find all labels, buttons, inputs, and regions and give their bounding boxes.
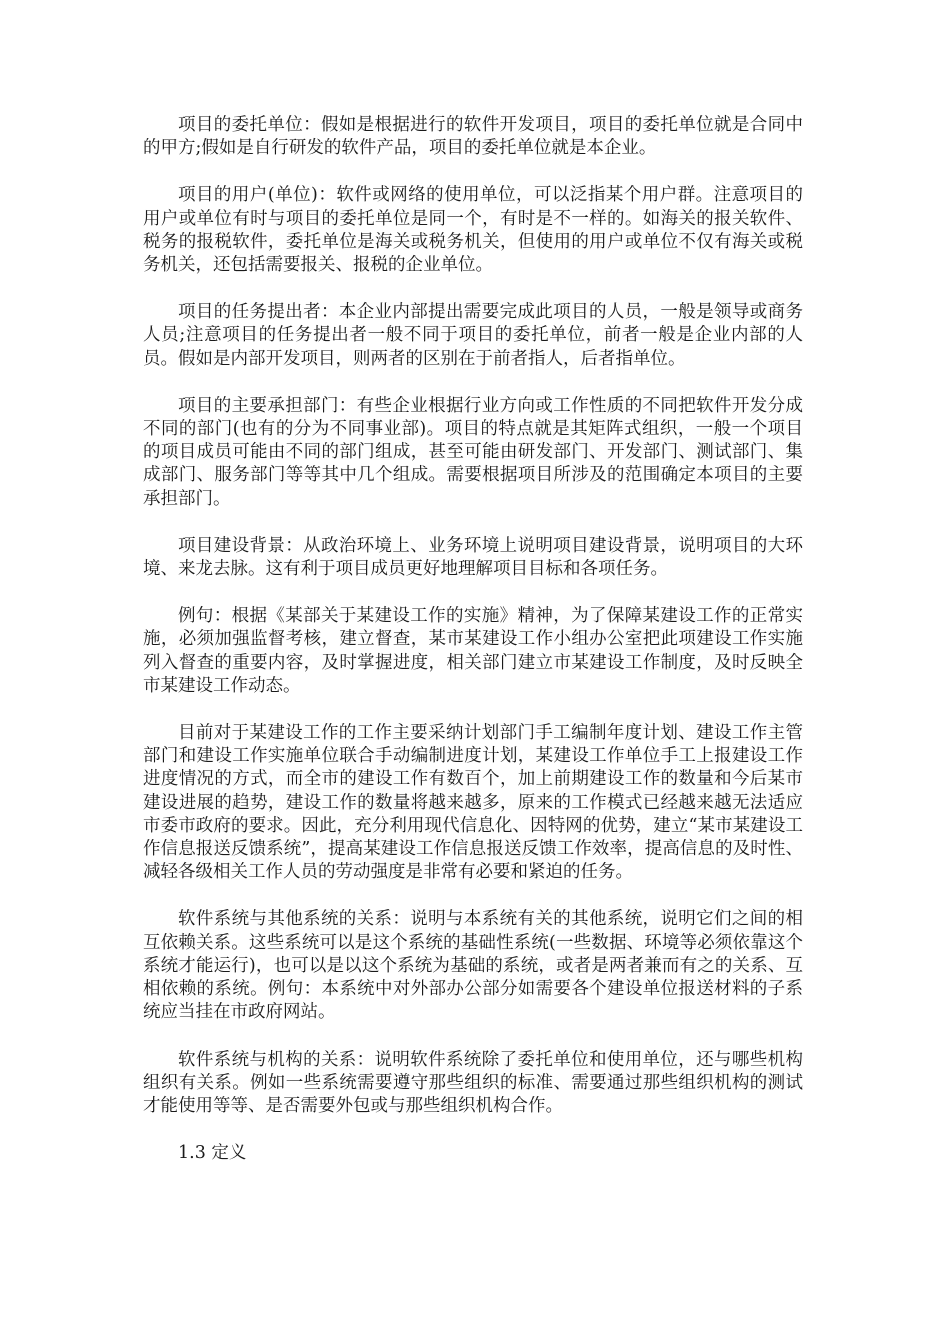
paragraph-main-department: 项目的主要承担部门：有些企业根据行业方向或工作性质的不同把软件开发分成不同的部门(也有的分为不同事业部)。项目的特点就是其矩阵式组织，一般一个项目的项目成员可能由不同的部门组成，甚至可能由研发部门、开发部门、测试部门、集成部门、服务部门等等其中几个组成。需要根据项目所涉及的范围确定本项目的主要承担部门。 [143, 395, 803, 509]
section-heading: 1.3 定义 [178, 1143, 247, 1164]
document-body [143, 114, 803, 1165]
paragraph-task-proposer: 项目的任务提出者：本企业内部提出需要完成此项目的人员，一般是领导或商务人员;注意项目的任务提出者一般不同于项目的委托单位，前者一般是企业内部的人员。假如是内部开发项目，则两者的区别在于前者指人，后者指单位。 [143, 302, 803, 369]
paragraph-project-background: 项目建设背景：从政治环境上、业务环境上说明项目建设背景，说明项目的大环境、来龙去脉。这有利于项目成员更好地理解项目目标和各项任务。 [143, 535, 803, 580]
paragraph-project-users: 项目的用户(单位)：软件或网络的使用单位，可以泛指某个用户群。注意项目的用户或单位有时与项目的委托单位是同一个，有时是不一样的。如海关的报关软件、税务的报税软件，委托单位是海关或税务机关，但使用的用户或单位不仅有海关或税务机关，还包括需要报关、报税的企业单位。 [143, 185, 803, 276]
paragraph-example: 例句：根据《某部关于某建设工作的实施》精神，为了保障某建设工作的正常实施，必须加强监督考核，建立督查，某市某建设工作小组办公室把此项建设工作实施列入督查的重要内容，及时掌握进度，相关部门建立市某建设工作制度，及时反映全市某建设工作动态。 [143, 606, 803, 696]
paragraph-system-relations: 软件系统与其他系统的关系：说明与本系统有关的其他系统，说明它们之间的相互依赖关系。这些系统可以是这个系统的基础性系统(一些数据、环境等必须依靠这个系统才能运行)，也可以是以这个系统为基础的系统，或者是两者兼而有之的关系、互相依赖的系统。例句：本系统中对外部办公部分如需要各个建设单位报送材料的子系统应当挂在市政府网站。 [143, 909, 803, 1023]
paragraph-client-unit: 项目的委托单位：假如是根据进行的软件开发项目，项目的委托单位就是合同中的甲方;假如是自行研发的软件产品，项目的委托单位就是本企业。 [143, 115, 803, 159]
paragraph-current-situation: 目前对于某建设工作的工作主要采纳计划部门手工编制年度计划、建设工作主管部门和建设工作实施单位联合手动编制进度计划，某建设工作单位手工上报建设工作进度情况的方式，而全市的建设工作有数百个，加上前期建设工作的数量和今后某市建设进展的趋势，建设工作的数量将越来越多，原来的工作模式已经越来越无法适应市委市政府的要求。因此，充分利用现代信息化、因特网的优势，建立“某市某建设工作信息报送反馈系统”，提高某建设工作信息报送反馈工作效率，提高信息的及时性、减轻各级相关工作人员的劳动强度是非常有必要和紧迫的任务。 [143, 723, 803, 883]
paragraph-organization-relations: 软件系统与机构的关系：说明软件系统除了委托单位和使用单位，还与哪些机构组织有关系。例如一些系统需要遵守那些组织的标准、需要通过那些组织机构的测试才能使用等等、是否需要外包或与那些组织机构合作。 [143, 1049, 803, 1116]
